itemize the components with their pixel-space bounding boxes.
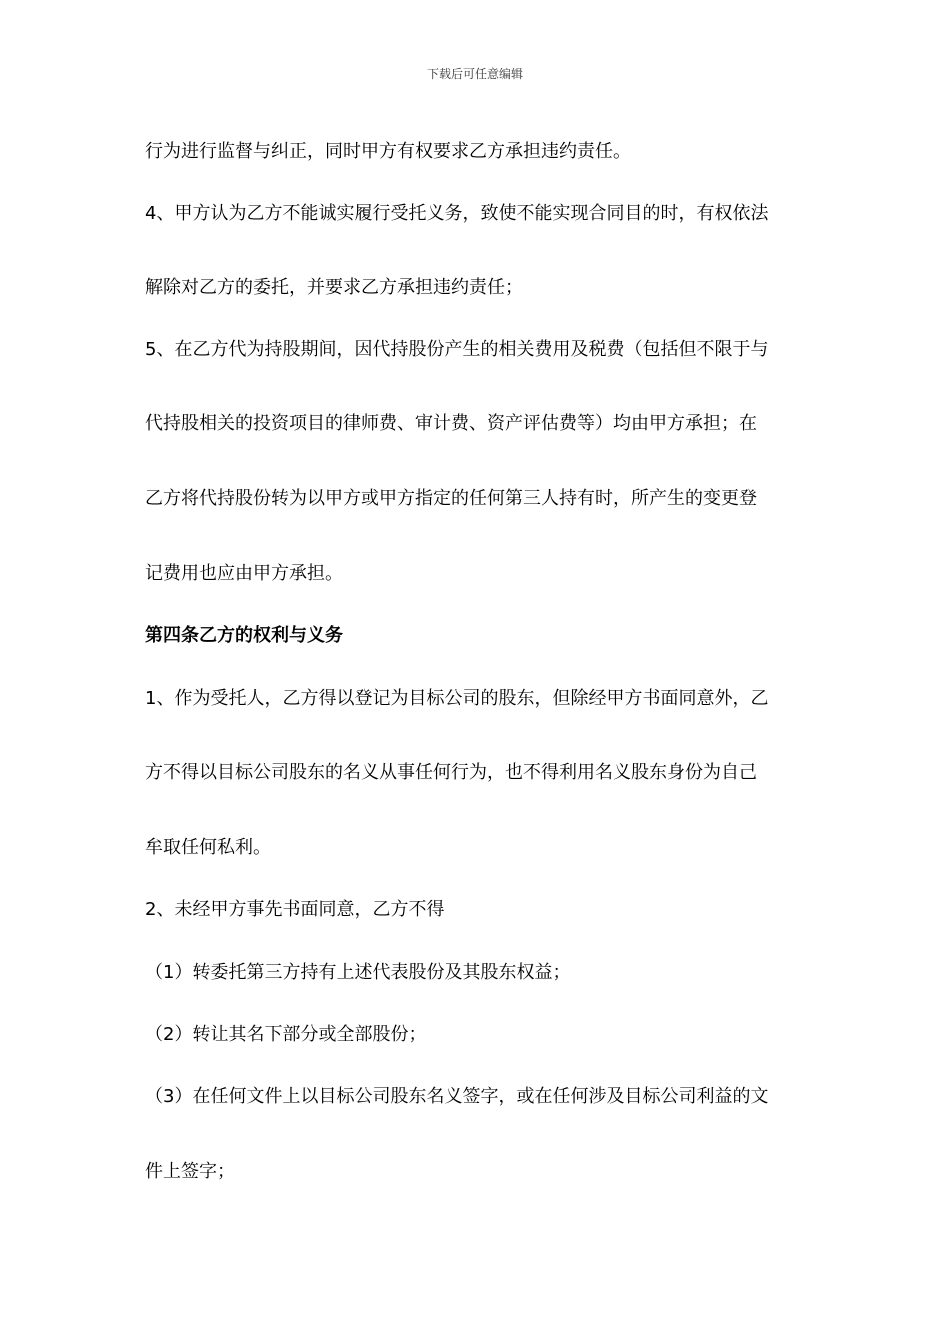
paragraph-line: 4、甲方认为乙方不能诚实履行受托义务，致使不能实现合同目的时，有权依法: [145, 203, 769, 224]
paragraph-line: 1、作为受托人，乙方得以登记为目标公司的股东，但除经甲方书面同意外，乙: [145, 688, 769, 709]
paragraph-line: 2、未经甲方事先书面同意，乙方不得: [145, 899, 445, 920]
paragraph-line: 方不得以目标公司股东的名义从事任何行为，也不得利用名义股东身份为自己: [145, 762, 757, 783]
paragraph-line: 牟取任何私利。: [145, 837, 271, 858]
paragraph-line: 代持股相关的投资项目的律师费、审计费、资产评估费等）均由甲方承担；在: [145, 413, 757, 434]
list-item: （2）转让其名下部分或全部股份；: [145, 1024, 427, 1045]
paragraph-line: 件上签字；: [145, 1161, 235, 1182]
paragraph-line: 解除对乙方的委托，并要求乙方承担违约责任；: [145, 277, 523, 298]
paragraph-line: 记费用也应由甲方承担。: [145, 563, 343, 584]
section-heading: 第四条乙方的权利与义务: [145, 625, 343, 646]
paragraph-line: 5、在乙方代为持股期间，因代持股份产生的相关费用及税费（包括但不限于与: [145, 339, 769, 360]
paragraph-line: 行为进行监督与纠正，同时甲方有权要求乙方承担违约责任。: [145, 141, 631, 162]
list-item: （3）在任何文件上以目标公司股东名义签字，或在任何涉及目标公司利益的文: [145, 1086, 769, 1107]
list-item: （1）转委托第三方持有上述代表股份及其股东权益；: [145, 962, 571, 983]
page-header: 下载后可任意编辑: [426, 67, 523, 81]
paragraph-line: 乙方将代持股份转为以甲方或甲方指定的任何第三人持有时，所产生的变更登: [145, 488, 757, 509]
